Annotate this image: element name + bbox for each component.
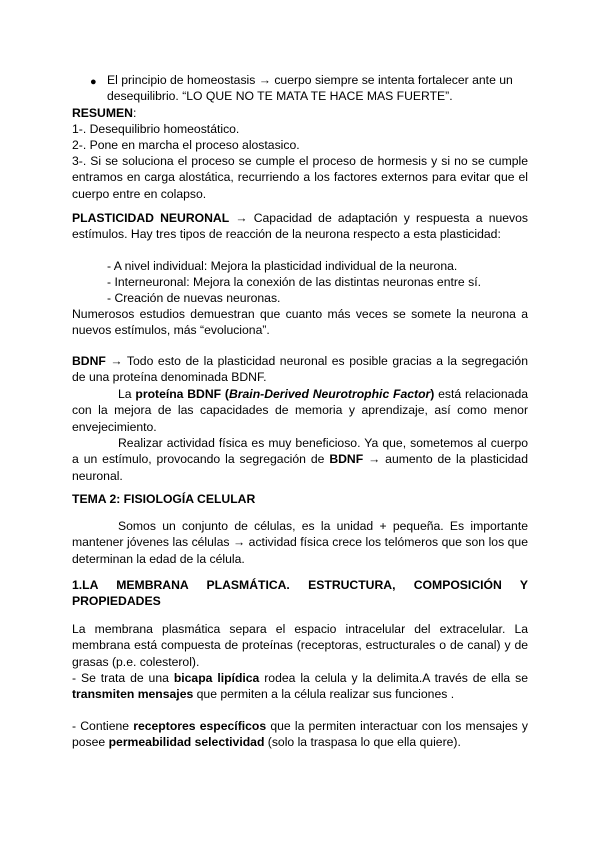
plasticidad-definition: → Capacidad de adaptación y respuesta a nuevos estímulos. Hay tres tipos de reacción de la neurona respecto a esta plasticidad:	[72, 211, 528, 242]
resumen-heading: RESUMEN	[72, 106, 133, 120]
membrana-item1-pre: - Se trata de una	[72, 671, 174, 685]
resumen-line-3: 3-. Si se soluciona el proceso se cumple el proceso de hormesis y si no se cumple entramos en carga alostática, recurriendo a los factores externos para evitar que el cuerpo entre en colapso.	[72, 154, 528, 201]
plasticidad-closing: Numerosos estudios demuestran que cuanto más veces se somete la neurona a nuevos estímulos, más “evoluciona”.	[72, 307, 528, 338]
membrana-heading: 1.LA MEMBRANA PLASMÁTICA. ESTRUCTURA, COMPOSICIÓN Y PROPIEDADES	[72, 578, 528, 609]
resumen-line-1: 1-. Desequilibrio homeostático.	[72, 122, 240, 136]
bdnf-intro	[72, 353, 528, 386]
plasticidad-item-1: - A nivel individual: Mejora la plasticidad individual de la neurona.	[107, 259, 458, 273]
plasticidad-item-2: - Interneuronal: Mejora la conexión de las distintas neuronas entre sí.	[107, 275, 481, 289]
membrana-item1-bold2: transmiten mensajes	[72, 687, 194, 702]
bdnf-term: BDNF	[72, 354, 106, 368]
membrana-item1-bold1: bicapa lipídica	[173, 671, 260, 685]
tema2-heading: TEMA 2: FISIOLOGÍA CELULAR	[72, 492, 256, 506]
bullet-cont-text: desequilibrio. “LO QUE NO TE MATA TE HACE MAS FUERTE”.	[107, 89, 453, 104]
plasticidad-paragraph	[72, 210, 528, 243]
bdnf-intro-text: → Todo esto de la plasticidad neuronal es posible gracias a la segregación de una proteína denominada BDNF.	[72, 354, 528, 385]
membrana-item2-bold1: receptores específicos	[133, 719, 267, 733]
bdnf-p2-rest: está relacionada con la mejora de las capacidades de memoria y aprendizaje, así como menor envejecimiento.	[72, 387, 529, 434]
resumen-heading-line	[72, 105, 528, 121]
bdnf-protein-paragraph	[72, 386, 528, 435]
bdnf-p3-pre: Realizar actividad física es muy beneficioso. Ya que, sometemos al cuerpo a un estímulo, provocando la segregación de	[72, 436, 528, 467]
membrana-item2-mid: que la permiten interactuar con los mensajes y posee	[72, 719, 528, 750]
membrana-item-1	[72, 670, 528, 703]
bdnf-p2-close: )	[430, 387, 435, 401]
membrana-item1-mid: rodea la celula y la delimita.A través de ella se	[259, 671, 528, 685]
plasticidad-term: PLASTICIDAD NEURONAL	[72, 211, 230, 225]
plasticidad-item-3: - Creación de nuevas neuronas.	[107, 291, 281, 305]
resumen-line-2: 2-. Pone en marcha el proceso alostasico.	[72, 138, 300, 152]
bdnf-p3-rest: → aumento de la plasticidad neuronal.	[72, 452, 528, 483]
membrana-paragraph: La membrana plasmática separa el espacio intracelular del extracelular. La membrana está compuesta de proteínas (receptoras, estructurales o de canal) y de grasas (p.e. colesterol).	[72, 622, 528, 669]
tema2-paragraph: Somos un conjunto de células, es la unidad + pequeña. Es importante mantener jóvenes las células → actividad física crece los telómeros que son los que determinan la edad de la célula.	[72, 519, 528, 566]
membrana-item2-pre: - Contiene	[72, 719, 134, 733]
bdnf-p2-pre: La	[118, 387, 136, 401]
bdnf-p3-bold: BDNF	[329, 452, 364, 467]
bdnf-p2-italic: Brain-Derived Neurotrophic Factor	[228, 387, 431, 401]
membrana-item-2	[72, 718, 528, 751]
bdnf-p2-bold: proteína BDNF	[135, 387, 222, 401]
membrana-item2-bold2: permeabilidad selectividad	[108, 735, 265, 750]
membrana-item2-rest: (solo la traspasa lo que ella quiere).	[264, 735, 461, 750]
resumen-colon: :	[132, 106, 137, 120]
membrana-item1-rest: que permiten a la célula realizar sus funciones .	[193, 687, 455, 702]
bullet-icon: ●	[90, 76, 97, 88]
bdnf-p2-open: (	[221, 387, 229, 401]
bullet-paragraph	[107, 72, 528, 105]
bdnf-activity-paragraph	[72, 435, 528, 484]
bullet-lead-text: El principio de homeostasis → cuerpo siempre se intenta fortalecer ante un	[107, 73, 513, 87]
